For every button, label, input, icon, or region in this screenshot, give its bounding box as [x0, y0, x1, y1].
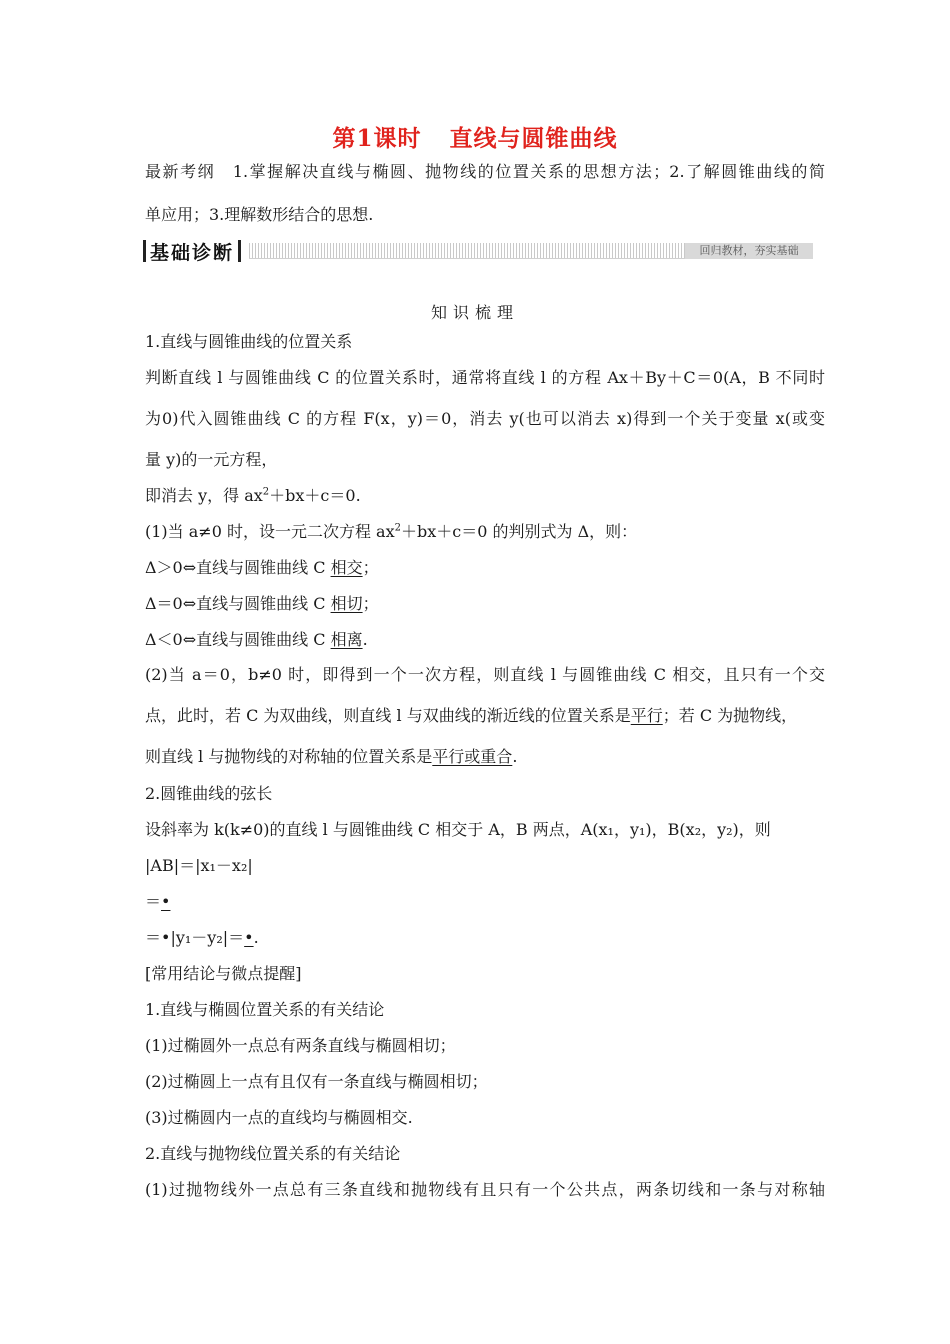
blank-formula-3: • — [244, 928, 254, 947]
chord-intro: 设斜率为 k(k≠0)的直线 l 与圆锥曲线 C 相交于 A，B 两点，A(x₁，y₁)，B(x₂，y₂)，则 — [145, 820, 771, 839]
banner-slogan: 回归教材，夯实基础 — [685, 243, 813, 259]
section-banner — [143, 233, 813, 267]
para-1b: 为0)代入圆锥曲线 C 的方程 F(x，y)＝0，消去 y(也可以消去 x)得到一个关于变量 x(或变 — [145, 409, 825, 428]
chord-formula-2: ＝• — [145, 892, 171, 911]
lesson-title — [0, 120, 950, 153]
section-title: 知识梳理 — [430, 303, 519, 322]
heading-position-relation: 1.直线与圆锥曲线的位置关系 — [145, 332, 353, 351]
lesson-topic: 直线与圆锥曲线 — [449, 125, 618, 152]
tips-ellipse-2: (2)过椭圆上一点有且仅有一条直线与椭圆相切； — [145, 1072, 488, 1091]
tips-ellipse-heading: 1.直线与椭圆位置关系的有关结论 — [145, 1000, 385, 1019]
answer-tangent: 相切 — [330, 594, 363, 613]
chord-formula-1: |AB|＝|x₁－x₂| — [145, 856, 253, 875]
answer-separate: 相离 — [330, 630, 363, 649]
tips-ellipse-3: (3)过椭圆内一点的直线均与椭圆相交. — [145, 1108, 413, 1127]
tips-ellipse-1: (1)过椭圆外一点总有两条直线与椭圆相切； — [145, 1036, 456, 1055]
outline-line-1: 最新考纲 1.掌握解决直线与椭圆、抛物线的位置关系的思想方法；2.了解圆锥曲线的简 — [145, 162, 825, 181]
banner-label: 基础诊断 — [150, 241, 235, 264]
answer-parallel-or-coincide: 平行或重合 — [432, 747, 513, 766]
para-2: 即消去 y，得 $ax^2+bx+c=0$. — [145, 486, 361, 505]
tips-parabola-heading: 2.直线与抛物线位置关系的有关结论 — [145, 1144, 401, 1163]
para-3: (1)当 a≠0 时，设一元二次方程 $ax^2+bx+c=0$ 的判别式为 Δ，则： — [145, 522, 638, 541]
blank-formula-2: • — [161, 892, 171, 911]
answer-intersect: 相交 — [330, 558, 363, 577]
para-4b: 点，此时，若 C 为双曲线，则直线 l 与双曲线的渐近线的位置关系是平行；若 C 为抛物线， — [145, 706, 798, 725]
chord-formula-3: ＝•|y₁－y₂|＝•. — [145, 928, 259, 947]
banner-right-mark — [238, 240, 241, 262]
para-4a: (2)当 a＝0，b≠0 时，即得到一个一次方程，则直线 l 与圆锥曲线 C 相交，且只有一个交 — [145, 665, 825, 684]
lesson-number: 第1课时 — [332, 125, 422, 152]
case-delta-zero: Δ＝0⇔直线与圆锥曲线 C 相切； — [145, 594, 379, 613]
para-1a: 判断直线 l 与圆锥曲线 C 的位置关系时，通常将直线 l 的方程 Ax＋By＋C＝0(A，B 不同时 — [145, 368, 825, 387]
tips-parabola-1: (1)过抛物线外一点总有三条直线和抛物线有且只有一个公共点，两条切线和一条与对称轴 — [145, 1180, 825, 1199]
tips-heading: [常用结论与微点提醒] — [145, 964, 302, 983]
para-1c: 量 y)的一元方程， — [145, 450, 278, 469]
para-4c: 则直线 l 与抛物线的对称轴的位置关系是平行或重合. — [145, 747, 518, 766]
heading-chord-length: 2.圆锥曲线的弦长 — [145, 784, 273, 803]
banner-left-mark — [143, 240, 146, 262]
case-delta-positive: Δ＞0⇔直线与圆锥曲线 C 相交； — [145, 558, 379, 577]
outline-line-2: 单应用；3.理解数形结合的思想. — [145, 205, 374, 224]
answer-parallel: 平行 — [630, 706, 663, 725]
banner-stripe — [249, 243, 685, 259]
banner-label-box — [143, 239, 253, 263]
case-delta-negative: Δ＜0⇔直线与圆锥曲线 C 相离. — [145, 630, 368, 649]
